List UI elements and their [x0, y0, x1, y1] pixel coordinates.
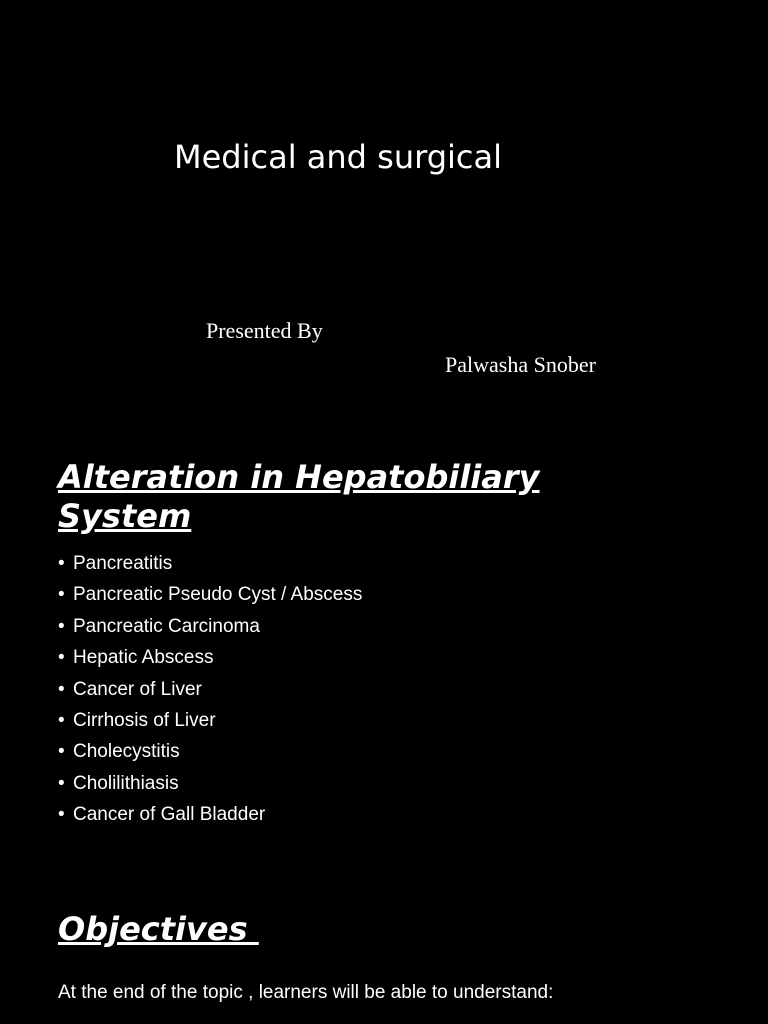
list-item-label: Hepatic Abscess: [73, 647, 214, 669]
objectives-intro: At the end of the topic , learners will be able to understand:: [58, 982, 554, 1003]
bullet-icon: •: [58, 678, 65, 700]
bullet-icon: •: [58, 741, 65, 763]
list-item-label: Pancreatitis: [73, 553, 173, 574]
hepatobiliary-heading: Alteration in Hepatobiliary System: [58, 458, 540, 535]
list-item: [58, 642, 362, 673]
list-item-label: Cirrhosis of Liver: [73, 709, 216, 731]
list-item: [58, 611, 362, 642]
bullet-icon: •: [58, 615, 65, 637]
list-item: [58, 548, 362, 579]
bullet-icon: •: [58, 584, 65, 606]
list-item-label: Pancreatic Pseudo Cyst / Abscess: [73, 584, 363, 606]
list-item-label: Cancer of Gall Bladder: [73, 804, 266, 826]
list-item-label: Cholecystitis: [73, 741, 180, 763]
presenter-name: Palwasha Snober: [445, 352, 596, 377]
bullet-icon: •: [58, 804, 65, 826]
list-item: [58, 705, 362, 736]
objectives-heading: Objectives: [58, 910, 259, 948]
presented-by-label: Presented By: [206, 318, 323, 343]
list-item-label: Cholilithiasis: [73, 772, 179, 794]
list-item: [58, 799, 362, 830]
list-item: [58, 674, 362, 705]
bullet-icon: •: [58, 709, 65, 731]
list-item: [58, 736, 362, 767]
list-item: [58, 579, 362, 610]
topic-list: [58, 548, 362, 831]
list-item-label: Pancreatic Carcinoma: [73, 615, 260, 637]
list-item: [58, 768, 362, 799]
bullet-icon: •: [58, 772, 65, 794]
bullet-icon: •: [58, 647, 65, 669]
bullet-icon: •: [58, 553, 65, 574]
list-item-label: Cancer of Liver: [73, 678, 202, 700]
slide-title: Medical and surgical: [174, 138, 502, 176]
